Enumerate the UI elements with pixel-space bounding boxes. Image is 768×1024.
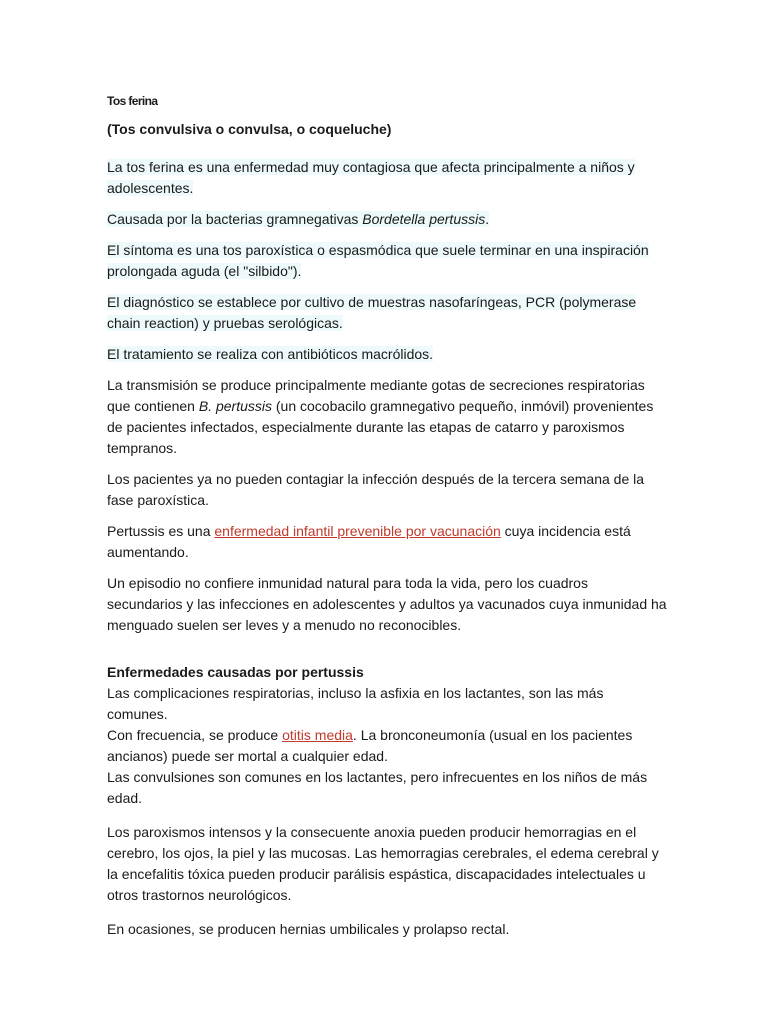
highlight-intro: La tos ferina es una enfermedad muy contagiosa que afecta principalmente a niños y adolescentes. [107, 159, 635, 196]
transmission-organism: B. pertussis [198, 398, 272, 414]
paragraph-diagnosis [107, 292, 667, 334]
document-title: Tos ferina [107, 94, 158, 108]
diseases-line-1: Las complicaciones respiratorias, incluso la asfixia en los lactantes, son las más comunes. [107, 685, 604, 722]
highlight-cause [107, 211, 489, 227]
highlight-symptom: El síntoma es una tos paroxística o espasmódica que suele terminar en una inspiración prolongada aguda (el "silbido"). [107, 242, 649, 279]
paragraph-cause [107, 209, 667, 230]
diseases-section [107, 662, 667, 809]
paragraph-paroxysms: Los paroxismos intensos y la consecuente anoxia pueden producir hemorragias en el cerebro, los ojos, la piel y las mucosas. Las hemorragias cerebrales, el edema cerebral y la encefalitis tóxica pueden producir parálisis espástica, discapacidades intelectuales u otros trastornos neurológicos. [107, 824, 659, 903]
diseases-line-2-prefix: Con frecuencia, se produce [107, 727, 283, 743]
transmission-prefix: La transmisión se produce principalmente mediante gotas de secreciones respiratorias que contienen [107, 377, 645, 414]
paragraph-symptom [107, 240, 667, 282]
paragraph-transmission [107, 375, 667, 459]
diseases-line-3: Las convulsiones son comunes en los lactantes, pero infrecuentes en los niños de más edad. [107, 769, 648, 806]
diseases-line-2-suffix: . La bronconeumonía (usual en los pacientes ancianos) puede ser mortal a cualquier edad. [107, 727, 633, 764]
diseases-line-2 [107, 725, 667, 767]
vaccine-suffix: cuya incidencia está aumentando. [107, 523, 631, 560]
otitis-media-link[interactable]: otitis media [282, 727, 353, 743]
cause-organism: Bordetella pertussis [362, 211, 486, 227]
highlight-treatment: El tratamiento se realiza con antibióticos macrólidos. [107, 346, 434, 362]
paragraph-hernias: En ocasiones, se producen hernias umbilicales y prolapso rectal. [107, 921, 510, 937]
paragraph-vaccine [107, 521, 667, 563]
vaccine-link[interactable]: enfermedad infantil prevenible por vacunación [214, 523, 501, 539]
document-page [107, 92, 667, 950]
transmission-suffix: (un cocobacilo gramnegativo pequeño, inmóvil) provenientes de pacientes infectados, especialmente durante las etapas de catarro y paroxismos tempranos. [107, 398, 654, 456]
document-subtitle: (Tos convulsiva o convulsa, o coqueluche) [107, 121, 392, 137]
vaccine-prefix: Pertussis es una [107, 523, 215, 539]
cause-prefix: Causada por la bacterias gramnegativas [107, 211, 363, 227]
paragraph-treatment [107, 344, 667, 365]
paragraph-immunity: Un episodio no confiere inmunidad natural para toda la vida, pero los cuadros secundarios y las infecciones en adolescentes y adultos ya vacunados cuya inmunidad ha menguado suelen ser leves y a menudo no reconocibles. [107, 575, 667, 633]
paragraph-contagion: Los pacientes ya no pueden contagiar la infección después de la tercera semana de la fase paroxística. [107, 471, 645, 508]
highlight-diagnosis: El diagnóstico se establece por cultivo de muestras nasofaríngeas, PCR (polymerase chain reaction) y pruebas serológicas. [107, 294, 637, 331]
diseases-heading: Enfermedades causadas por pertussis [107, 664, 364, 680]
cause-suffix: . [485, 211, 490, 227]
paragraph-intro [107, 157, 667, 199]
